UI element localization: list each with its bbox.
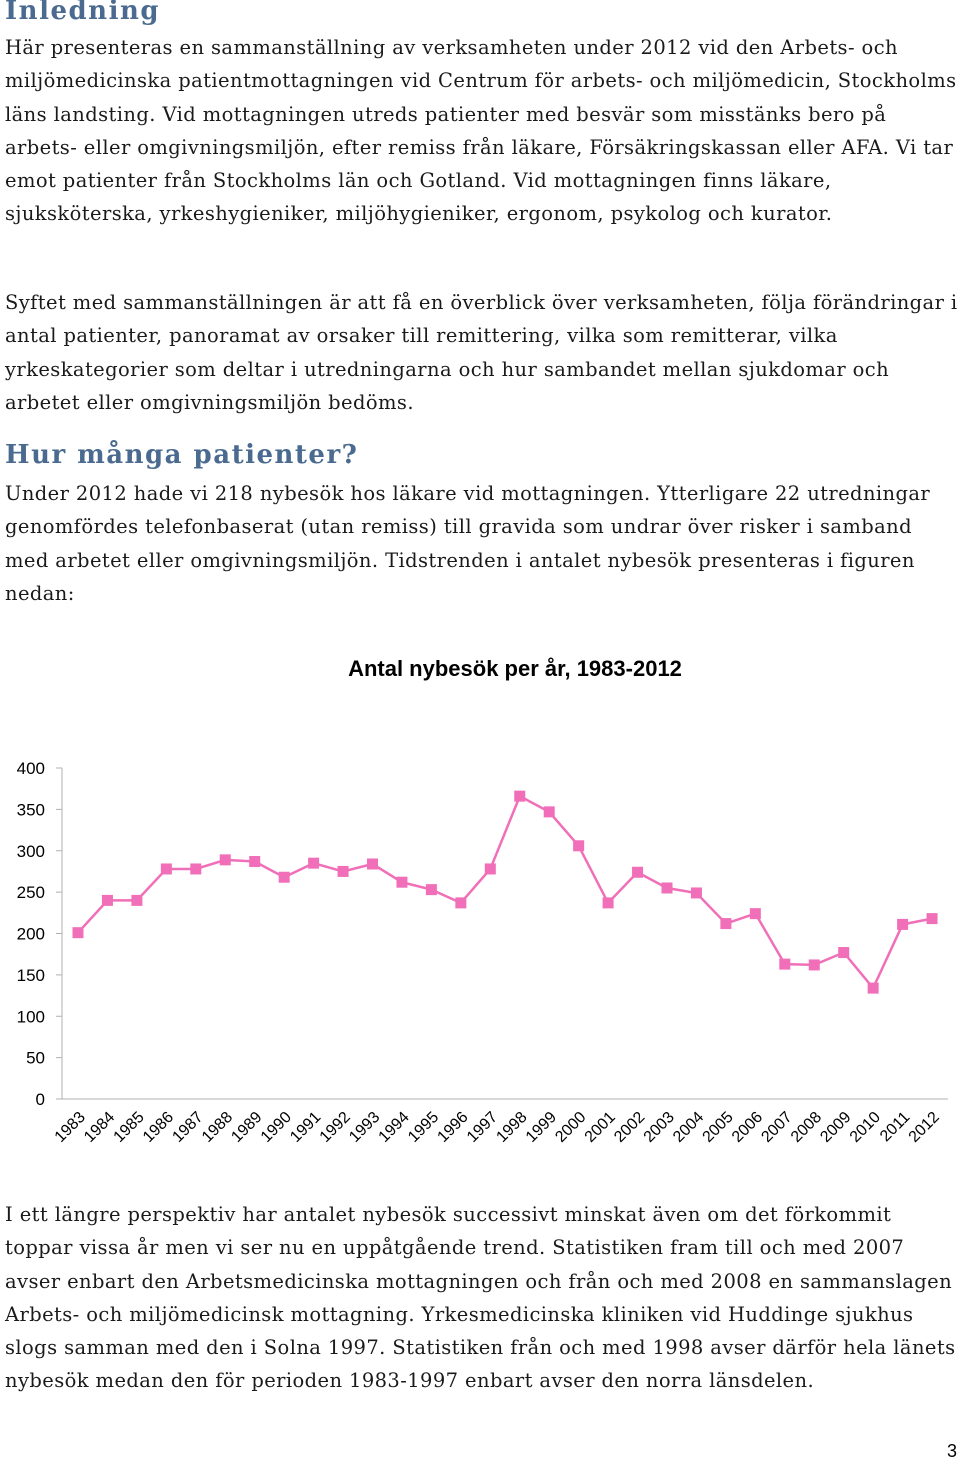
data-point-marker [485,863,496,874]
patients-paragraph: Under 2012 hade vi 218 nybesök hos läkare vid mottagningen. Ytterligare 22 utredningar genomfördes telefonbaserat (utan remiss) till gravida som undrar över risker i samband med arbetet eller omgivningsmiljön. Tidstrenden i antalet nybesök presenteras i figuren nedan: [5,482,931,605]
x-tick-label: 1990 [257,1108,295,1146]
y-tick-label: 150 [16,965,45,985]
data-point-marker [838,947,849,958]
data-point-marker [455,897,466,908]
x-tick-label: 1987 [169,1108,207,1146]
trend-paragraph: I ett längre perspektiv har antalet nybesök successivt minskat även om det förkommit toppar vissa år men vi ser nu en uppåtgående trend. Statistiken fram till och med 2007 avser enbart den Arbetsmedicinska mottagningen och från och med 2008 en sammanslagen Arbets- och miljömedicinsk mottagning. Yrkesmedicinska kliniken vid Huddinge sjukhus slogs samman med den i Solna 1997. Statistiken från och med 1998 avser därför hela länets nybesök medan den för perioden 1983-1997 enbart avser den norra länsdelen. [5,1203,956,1393]
x-tick-label: 2002 [611,1108,649,1146]
intro-paragraph-1: Här presenteras en sammanställning av verksamheten under 2012 vid den Arbets- och miljömedicinska patientmottagningen vid Centrum för arbets- och miljömedicin, Stockholms läns landsting. Vid mottagningen utreds patienter med besvär som misstänks bero på arbets- eller omgivningsmiljön, efter remiss från läkare, Försäkringskassan eller AFA. Vi tar emot patienter från Stockholms län och Gotland. Vid mottagningen finns läkare, sjuksköterska, yrkeshygieniker, miljöhygieniker, ergonom, psykolog och kurator. [5,36,957,226]
data-point-marker [897,919,908,930]
data-point-marker [102,895,113,906]
x-tick-label: 1995 [405,1108,443,1146]
data-point-marker [868,983,879,994]
y-tick-label: 400 [16,759,45,778]
x-tick-label: 1983 [51,1108,89,1146]
data-point-marker [338,866,349,877]
data-point-marker [809,959,820,970]
section-heading-patients: Hur många patienter? [5,440,359,470]
x-tick-label: 1984 [81,1108,119,1146]
x-tick-label: 2005 [699,1108,737,1146]
y-tick-label: 250 [16,883,45,903]
series-line [78,796,932,988]
y-tick-label: 350 [16,800,45,820]
y-tick-label: 100 [16,1007,45,1027]
chart-title: Antal nybesök per år, 1983-2012 [348,656,682,681]
data-point-marker [514,791,525,802]
x-tick-label: 1999 [522,1108,561,1146]
data-point-marker [691,887,702,898]
line-chart [0,640,960,1180]
x-tick-label: 1989 [228,1108,266,1146]
x-tick-label: 2011 [877,1108,914,1146]
x-tick-label: 2004 [670,1108,708,1146]
x-tick-label: 1986 [139,1108,178,1146]
x-tick-label: 1985 [110,1108,148,1146]
x-tick-label: 1991 [287,1108,325,1146]
data-point-marker [544,806,555,817]
x-tick-label: 2007 [758,1108,796,1146]
data-point-marker [131,895,142,906]
y-tick-label: 200 [16,924,45,944]
data-point-marker [426,884,437,895]
x-tick-label: 2006 [728,1108,767,1146]
y-tick-label: 50 [26,1048,45,1068]
x-tick-label: 2000 [552,1108,590,1146]
x-tick-label: 1988 [198,1108,237,1146]
x-tick-label: 1993 [346,1108,384,1146]
data-point-marker [396,877,407,888]
data-point-marker [190,863,201,874]
data-point-marker [308,858,319,869]
data-point-marker [720,918,731,929]
data-point-marker [367,858,378,869]
data-point-marker [927,913,938,924]
x-tick-label: 1996 [434,1108,472,1146]
x-tick-label: 2001 [581,1108,619,1146]
data-point-marker [573,840,584,851]
x-tick-label: 1994 [375,1108,413,1146]
x-tick-label: 2009 [817,1108,855,1146]
x-tick-label: 2010 [846,1108,884,1146]
data-point-marker [603,897,614,908]
data-point-marker [279,872,290,883]
page-number: 3 [946,1441,957,1461]
x-tick-label: 2003 [640,1108,678,1146]
data-point-marker [73,927,84,938]
x-axis-ticks [52,1109,943,1146]
y-tick-label: 0 [35,1090,45,1109]
intro-paragraph-2: Syftet med sammanställningen är att få en överblick över verksamheten, följa förändringar i antal patienter, panoramat av orsaker till remittering, vilka som remitterar, vilka yrkeskategorier som deltar i utredningarna och hur sambandet mellan sjukdomar och arbetet eller omgivningsmiljön bedöms. [5,291,958,414]
data-point-marker [249,856,260,867]
data-point-marker [779,959,790,970]
x-tick-label: 1992 [316,1108,354,1146]
section-heading-inledning: Inledning [5,0,161,26]
x-tick-label: 1998 [493,1108,531,1146]
data-point-marker [220,854,231,865]
y-axis-ticks [17,759,62,1109]
data-point-marker [632,867,643,878]
x-tick-label: 1997 [463,1108,502,1146]
data-point-marker [161,863,172,874]
data-point-marker [662,882,673,893]
series-markers [73,791,938,994]
x-tick-label: 2012 [905,1108,943,1146]
data-point-marker [750,908,761,919]
x-tick-label: 2008 [787,1108,826,1146]
y-tick-label: 300 [16,841,45,861]
